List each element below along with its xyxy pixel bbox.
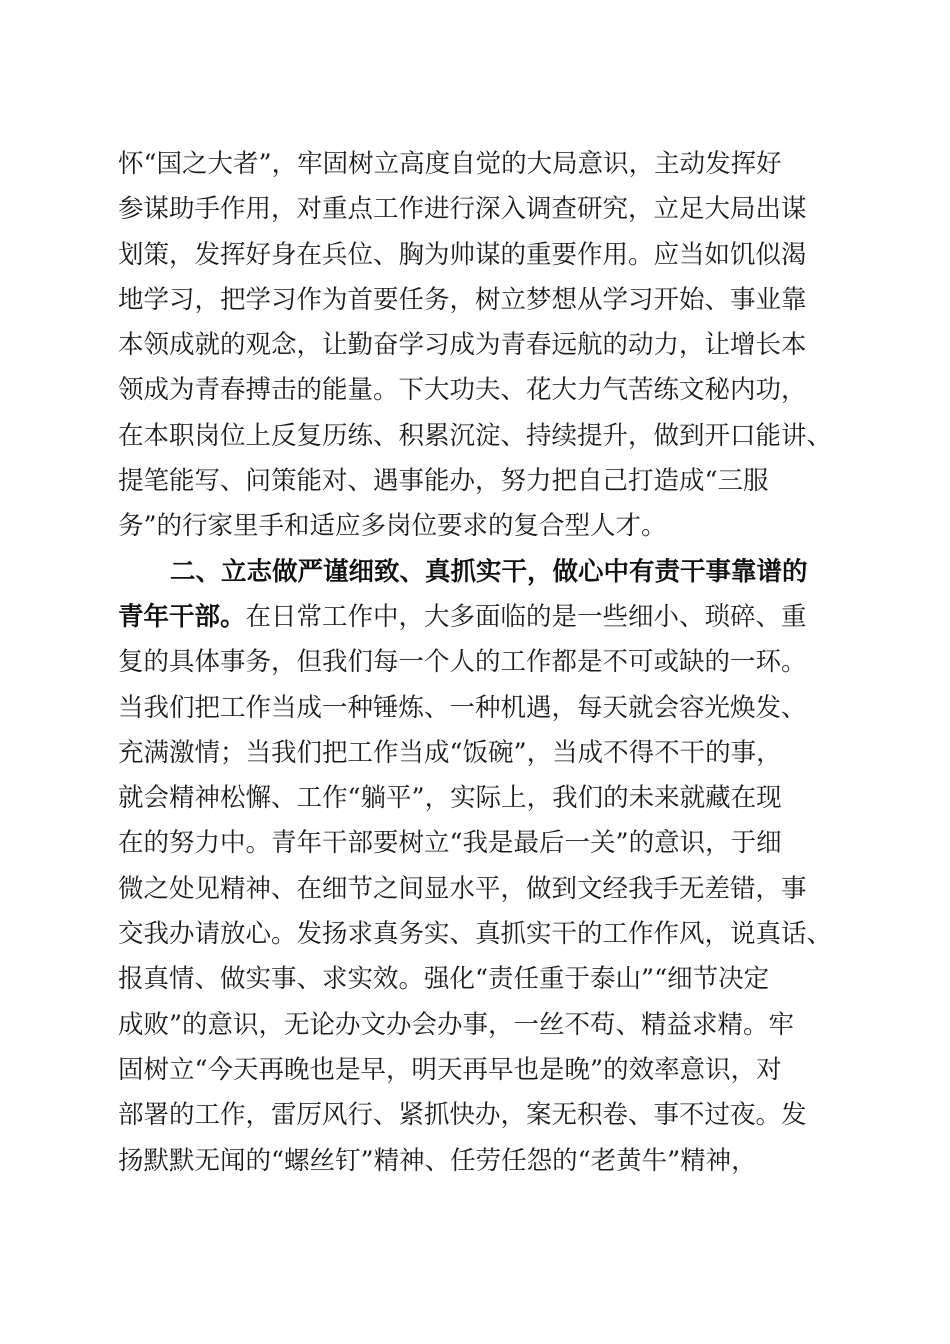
section-heading: 二、立志做严谨细致、真抓实干，做心中有责干事靠谱的 bbox=[170, 556, 808, 587]
document-body bbox=[118, 142, 858, 1184]
paragraph-line: 提笔能写、问策能对、遇事能办，努力把自己打造成“三服 bbox=[118, 466, 769, 497]
paragraph-line: 本领成就的观念，让勤奋学习成为青春远航的动力，让增长本 bbox=[118, 330, 807, 361]
paragraph-line: 在本职岗位上反复历练、积累沉淀、持续提升，做到开口能讲、 bbox=[118, 420, 833, 451]
paragraph-line: 报真情、做实事、求实效。强化“责任重于泰山”“细节决定 bbox=[118, 964, 770, 995]
paragraph-line: 固树立“今天再晚也是早，明天再早也是晚”的效率意识，对 bbox=[118, 1054, 782, 1085]
paragraph-line: 参谋助手作用，对重点工作进行深入调查研究，立足大局出谋 bbox=[118, 194, 807, 225]
paragraph-line: 当我们把工作当成一种锤炼、一种机遇，每天就会容光焕发、 bbox=[118, 692, 807, 723]
paragraph-line: 部署的工作，雷厉风行、紧抓快办，案无积卷、事不过夜。发 bbox=[118, 1100, 807, 1131]
paragraph-line: 交我办请放心。发扬求真务实、真抓实干的工作作风，说真话、 bbox=[118, 919, 833, 950]
paragraph-line: 充满激情；当我们把工作当成“饭碗”，当成不得不干的事， bbox=[118, 737, 782, 768]
paragraph-line: 地学习，把学习作为首要任务，树立梦想从学习开始、事业靠 bbox=[118, 284, 807, 315]
paragraph-line: 在的努力中。青年干部要树立“我是最后一关”的意识，于细 bbox=[118, 828, 782, 859]
paragraph-line: 微之处见精神、在细节之间显水平，做到文经我手无差错，事 bbox=[118, 873, 807, 904]
paragraph-line: 领成为青春搏击的能量。下大功夫、花大力气苦练文秘内功， bbox=[118, 375, 807, 406]
paragraph-text: 在日常工作中，大多面临的是一些细小、琐碎、重 bbox=[245, 601, 807, 632]
paragraph-line: 务”的行家里手和适应多岗位要求的复合型人才。 bbox=[118, 511, 667, 542]
paragraph-line: 成败”的意识，无论办文办会办事，一丝不苟、精益求精。牢 bbox=[118, 1009, 795, 1040]
paragraph-line: 扬默默无闻的“螺丝钉”精神、任劳任怨的“老黄牛”精神， bbox=[118, 1145, 757, 1176]
paragraph-line: 划策，发挥好身在兵位、胸为帅谋的重要作用。应当如饥似渴 bbox=[118, 239, 807, 270]
paragraph-line: 怀“国之大者”，牢固树立高度自觉的大局意识，主动发挥好 bbox=[118, 149, 782, 179]
paragraph-line: 就会精神松懈、工作“躺平”，实际上，我们的未来就藏在现 bbox=[118, 783, 782, 814]
section-heading-continuation: 青年干部。 bbox=[118, 601, 246, 632]
paragraph-line: 复的具体事务，但我们每一个人的工作都是不可或缺的一环。 bbox=[118, 647, 807, 678]
paragraph-line bbox=[118, 595, 858, 640]
